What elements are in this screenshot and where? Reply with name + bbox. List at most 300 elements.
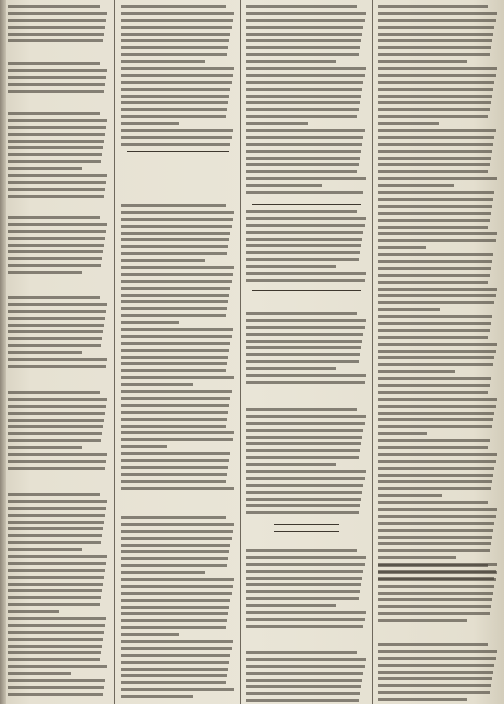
text-line	[378, 143, 493, 146]
text-line	[8, 230, 106, 233]
text-line	[378, 150, 492, 153]
text-line	[246, 353, 360, 356]
text-line	[121, 633, 179, 636]
text-line	[246, 422, 365, 425]
text-line	[121, 626, 226, 629]
text-line	[121, 356, 228, 359]
text-line	[246, 67, 366, 70]
text-line	[246, 346, 361, 349]
text-line	[8, 90, 104, 93]
text-line	[8, 5, 100, 8]
text-line	[121, 95, 229, 98]
text-line	[121, 245, 228, 248]
text-line	[378, 239, 496, 242]
article-text	[246, 210, 367, 286]
article-text	[8, 216, 108, 278]
text-line	[8, 19, 106, 22]
text-line	[246, 333, 363, 336]
text-line	[8, 358, 107, 361]
text-line	[378, 501, 488, 504]
text-line	[246, 658, 366, 661]
text-line	[378, 598, 492, 601]
ornamental-rule	[274, 524, 339, 532]
text-line	[378, 578, 496, 581]
text-line	[246, 101, 360, 104]
text-line	[8, 446, 82, 449]
text-line	[121, 592, 232, 595]
text-line	[121, 67, 234, 70]
text-line	[378, 198, 493, 201]
text-line	[8, 425, 103, 428]
text-line	[246, 456, 359, 459]
text-line	[121, 252, 227, 255]
text-line	[378, 684, 491, 687]
article-text	[121, 5, 235, 150]
text-line	[246, 33, 362, 36]
text-line	[378, 657, 496, 660]
text-line	[8, 432, 102, 435]
text-line	[8, 160, 101, 163]
text-line	[8, 146, 103, 149]
text-line	[121, 404, 229, 407]
text-line	[378, 322, 491, 325]
text-line	[8, 541, 101, 544]
text-line	[121, 695, 193, 698]
text-line	[8, 514, 105, 517]
text-line	[8, 76, 106, 79]
text-line	[378, 219, 490, 222]
text-line	[246, 143, 362, 146]
column-4	[376, 0, 500, 704]
text-line	[8, 693, 103, 696]
article-text	[8, 391, 108, 474]
text-line	[121, 661, 229, 664]
text-line	[8, 405, 106, 408]
text-line	[121, 328, 233, 331]
text-line	[378, 95, 492, 98]
text-line	[378, 592, 493, 595]
text-line	[378, 74, 496, 77]
text-line	[246, 611, 366, 614]
text-line	[8, 589, 102, 592]
text-line	[8, 324, 104, 327]
text-line	[121, 33, 230, 36]
text-line	[8, 596, 101, 599]
text-line	[378, 281, 488, 284]
text-line	[378, 33, 493, 36]
text-line	[246, 26, 363, 29]
text-line	[8, 317, 105, 320]
text-line	[378, 60, 467, 63]
text-line	[121, 530, 233, 533]
text-line	[378, 88, 493, 91]
text-line	[121, 383, 193, 386]
text-line	[378, 226, 488, 229]
text-line	[121, 129, 233, 132]
text-line	[8, 679, 105, 682]
text-line	[378, 232, 497, 235]
text-line	[121, 108, 227, 111]
text-line	[378, 115, 488, 118]
text-line	[378, 643, 488, 646]
text-line	[8, 500, 107, 503]
text-line	[378, 536, 492, 539]
text-line	[246, 210, 357, 213]
text-line	[378, 5, 488, 8]
text-line	[246, 692, 360, 695]
text-line	[246, 583, 361, 586]
text-line	[246, 415, 366, 418]
text-line	[378, 556, 456, 559]
text-line	[8, 112, 100, 115]
text-line	[246, 184, 322, 187]
text-line	[8, 39, 103, 42]
text-line	[246, 163, 359, 166]
text-line	[121, 12, 234, 15]
article-text	[378, 643, 498, 704]
text-line	[8, 439, 101, 442]
text-line	[121, 218, 233, 221]
text-line	[378, 343, 497, 346]
text-line	[378, 515, 496, 518]
text-line	[246, 238, 362, 241]
text-line	[378, 301, 494, 304]
text-line	[121, 411, 228, 414]
article-text	[121, 204, 235, 493]
text-line	[246, 625, 363, 628]
text-line	[121, 557, 228, 560]
column-rule	[372, 0, 373, 704]
text-line	[246, 429, 363, 432]
text-line	[378, 170, 488, 173]
text-line	[121, 418, 227, 421]
text-line	[378, 377, 491, 380]
text-line	[378, 542, 491, 545]
text-line	[121, 369, 226, 372]
text-line	[378, 564, 488, 567]
text-line	[378, 350, 496, 353]
text-line	[121, 5, 226, 8]
text-line	[8, 398, 107, 401]
text-line	[121, 238, 229, 241]
text-line	[378, 571, 497, 574]
text-line	[8, 167, 82, 170]
text-line	[8, 244, 104, 247]
text-line	[246, 590, 360, 593]
text-line	[246, 177, 366, 180]
text-line	[246, 549, 357, 552]
text-line	[246, 115, 357, 118]
text-line	[246, 408, 357, 411]
text-line	[8, 583, 103, 586]
text-line	[121, 280, 232, 283]
text-line	[121, 88, 230, 91]
text-line	[8, 548, 82, 551]
text-line	[246, 511, 359, 514]
text-line	[378, 122, 439, 125]
text-line	[378, 370, 455, 373]
text-line	[246, 53, 359, 56]
text-line	[8, 631, 104, 634]
text-line	[8, 62, 100, 65]
text-line	[378, 260, 492, 263]
text-line	[246, 463, 336, 466]
text-line	[378, 329, 490, 332]
text-line	[246, 258, 359, 261]
text-line	[378, 274, 490, 277]
text-line	[8, 645, 102, 648]
text-line	[8, 686, 104, 689]
text-line	[121, 640, 233, 643]
text-line	[8, 12, 107, 15]
text-line	[378, 205, 492, 208]
article-text	[8, 112, 108, 202]
column-rule	[240, 0, 241, 704]
text-line	[121, 647, 232, 650]
text-line	[378, 487, 491, 490]
text-line	[8, 303, 107, 306]
text-line	[8, 562, 106, 565]
text-line	[8, 527, 103, 530]
text-line	[246, 597, 359, 600]
text-line	[246, 312, 357, 315]
text-line	[8, 69, 107, 72]
text-line	[121, 294, 229, 297]
text-line	[121, 300, 228, 303]
article-text	[121, 516, 235, 702]
text-line	[121, 259, 205, 262]
text-line	[8, 174, 107, 177]
text-line	[121, 81, 232, 84]
text-line	[8, 33, 104, 36]
article-text	[246, 5, 367, 198]
text-line	[121, 438, 233, 441]
text-line	[246, 672, 363, 675]
text-line	[246, 570, 363, 573]
text-line	[8, 610, 59, 613]
text-line	[121, 445, 167, 448]
text-line	[8, 521, 104, 524]
text-line	[378, 664, 494, 667]
text-line	[121, 46, 228, 49]
text-line	[8, 330, 103, 333]
text-line	[121, 19, 233, 22]
text-line	[8, 391, 100, 394]
text-line	[121, 376, 234, 379]
text-line	[121, 544, 230, 547]
text-line	[121, 599, 230, 602]
text-line	[121, 425, 226, 428]
text-line	[121, 115, 226, 118]
text-line	[121, 122, 179, 125]
text-line	[8, 237, 105, 240]
column-2	[119, 0, 237, 704]
text-line	[246, 618, 365, 621]
text-line	[378, 294, 496, 297]
text-line	[378, 191, 494, 194]
text-line	[121, 550, 229, 553]
text-line	[8, 126, 106, 129]
text-line	[246, 88, 362, 91]
section-divider	[252, 204, 361, 205]
text-line	[246, 150, 361, 153]
text-line	[8, 337, 102, 340]
text-line	[8, 493, 100, 496]
text-line	[246, 360, 359, 363]
text-line	[8, 216, 100, 219]
text-line	[378, 508, 497, 511]
text-line	[246, 556, 366, 559]
article-text	[246, 312, 367, 388]
section-divider	[252, 290, 361, 291]
text-line	[8, 181, 106, 184]
text-line	[246, 265, 336, 268]
text-line	[8, 419, 104, 422]
text-line	[8, 133, 105, 136]
text-line	[8, 119, 107, 122]
text-line	[8, 617, 106, 620]
text-line	[378, 184, 454, 187]
text-line	[378, 612, 490, 615]
text-line	[121, 335, 232, 338]
text-line	[121, 349, 229, 352]
text-line	[378, 522, 494, 525]
text-line	[8, 412, 105, 415]
text-line	[121, 136, 232, 139]
text-line	[246, 272, 366, 275]
text-line	[246, 319, 366, 322]
text-line	[121, 273, 233, 276]
text-line	[378, 446, 488, 449]
text-line	[378, 212, 491, 215]
text-line	[8, 83, 105, 86]
text-line	[378, 480, 492, 483]
text-line	[378, 671, 493, 674]
article-text	[246, 651, 367, 704]
text-line	[378, 46, 491, 49]
column-3	[244, 0, 369, 704]
text-line	[121, 537, 232, 540]
text-line	[378, 39, 492, 42]
text-line	[246, 217, 366, 220]
text-line	[378, 691, 490, 694]
text-line	[378, 136, 494, 139]
text-line	[121, 211, 234, 214]
text-line	[378, 177, 497, 180]
text-line	[121, 473, 227, 476]
text-line	[121, 314, 226, 317]
text-line	[246, 491, 362, 494]
text-line	[8, 603, 100, 606]
text-line	[8, 188, 105, 191]
text-line	[246, 231, 363, 234]
text-line	[378, 425, 492, 428]
text-line	[246, 340, 362, 343]
text-line	[8, 507, 106, 510]
text-line	[378, 677, 492, 680]
text-line	[121, 26, 232, 29]
text-line	[378, 384, 490, 387]
text-line	[121, 390, 232, 393]
text-line	[8, 257, 102, 260]
text-line	[8, 569, 105, 572]
text-line	[8, 365, 106, 368]
text-line	[8, 624, 105, 627]
text-line	[8, 672, 71, 675]
text-line	[378, 453, 497, 456]
text-line	[378, 108, 490, 111]
text-line	[378, 412, 494, 415]
text-line	[8, 271, 82, 274]
section-divider	[127, 151, 229, 152]
text-line	[246, 60, 336, 63]
text-line	[378, 549, 490, 552]
text-line	[8, 195, 104, 198]
text-line	[246, 279, 365, 282]
text-line	[121, 60, 205, 63]
text-line	[246, 157, 360, 160]
text-line	[121, 397, 230, 400]
text-line	[246, 74, 365, 77]
text-line	[8, 153, 102, 156]
text-line	[8, 665, 107, 668]
text-line	[121, 143, 230, 146]
text-line	[378, 101, 491, 104]
text-line	[378, 650, 497, 653]
text-line	[121, 452, 230, 455]
text-line	[246, 108, 359, 111]
text-line	[378, 363, 493, 366]
text-line	[121, 564, 227, 567]
text-line	[121, 585, 233, 588]
text-line	[246, 81, 363, 84]
text-line	[378, 698, 467, 701]
text-line	[8, 658, 100, 661]
text-line	[246, 244, 361, 247]
text-line	[121, 101, 228, 104]
text-line	[8, 638, 103, 641]
text-line	[121, 674, 227, 677]
text-line	[121, 39, 229, 42]
article-text	[8, 62, 108, 96]
text-line	[121, 321, 179, 324]
text-line	[378, 253, 493, 256]
text-line	[8, 576, 104, 579]
text-line	[378, 12, 497, 15]
text-line	[246, 46, 360, 49]
text-line	[378, 336, 488, 339]
text-line	[8, 296, 100, 299]
text-line	[378, 418, 493, 421]
text-line	[246, 95, 361, 98]
text-line	[378, 467, 494, 470]
text-line	[246, 5, 357, 8]
text-line	[8, 555, 107, 558]
text-line	[8, 310, 106, 313]
text-line	[378, 81, 494, 84]
text-line	[246, 470, 366, 473]
text-line	[246, 170, 357, 173]
text-line	[378, 585, 494, 588]
text-line	[246, 191, 363, 194]
column-1	[6, 0, 110, 704]
text-line	[121, 578, 234, 581]
text-line	[246, 136, 363, 139]
text-line	[246, 39, 361, 42]
text-line	[378, 391, 488, 394]
text-line	[246, 604, 336, 607]
text-line	[246, 251, 360, 254]
